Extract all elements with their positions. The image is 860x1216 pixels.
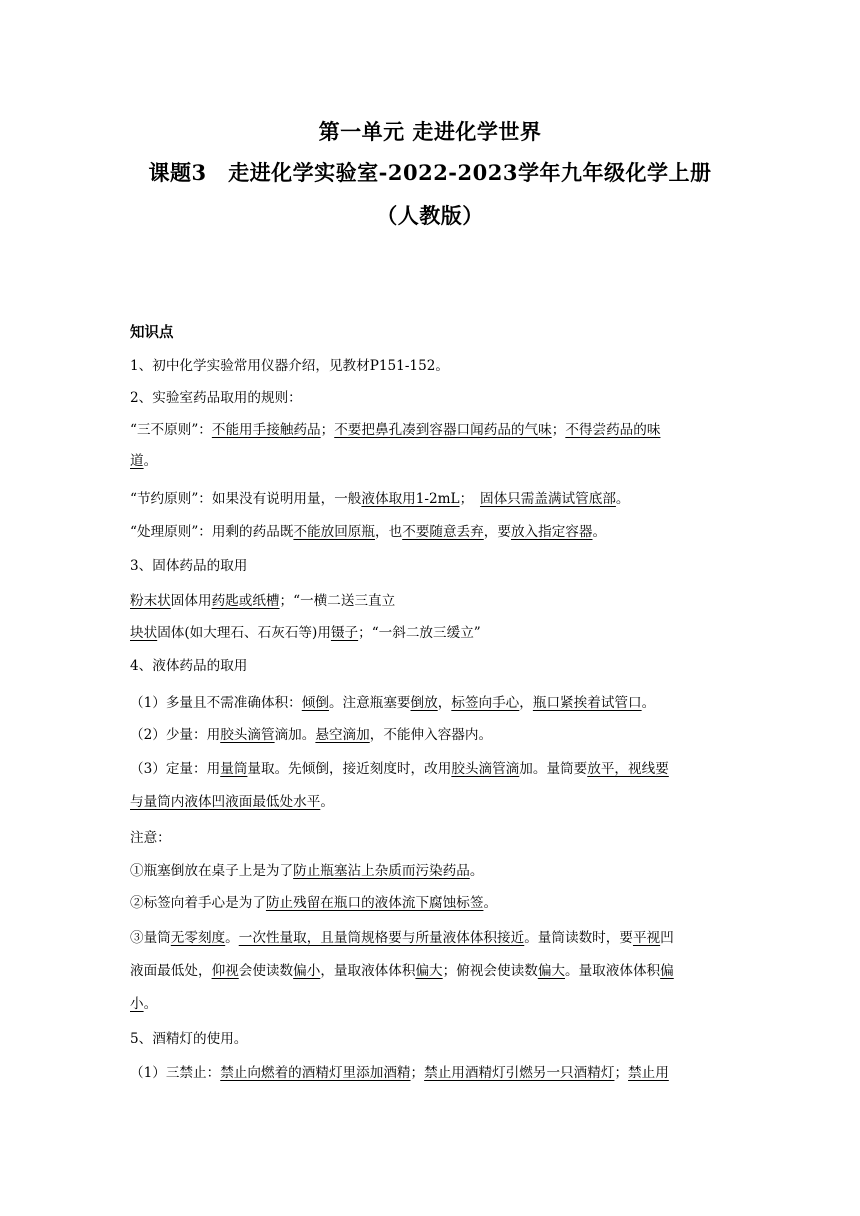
text-segment: 液面最低处，: [130, 963, 212, 979]
text-line: [130, 1062, 669, 1084]
underlined-term: 偏大: [537, 963, 565, 979]
text-line: [130, 692, 655, 714]
text-segment: ，要: [483, 524, 511, 540]
underlined-term: 一次性量取，且量筒规格要与所量液体体积接近: [238, 930, 525, 946]
underlined-term: 禁止用: [628, 1065, 669, 1081]
text-segment: “处理原则”：用剩的药品既: [130, 524, 294, 540]
text-segment: （3）定量：用: [130, 761, 221, 777]
text-segment: （1）三禁止：: [130, 1065, 221, 1081]
text-segment: ；“一横二送三直立: [279, 593, 396, 609]
text-line: [130, 758, 669, 780]
underlined-term: 液体取用1-2mL: [361, 491, 460, 507]
text-segment: ，: [437, 695, 452, 711]
text-segment: 。: [143, 996, 158, 1012]
underlined-term: 倒放: [410, 695, 438, 711]
underlined-term: 小: [130, 996, 144, 1012]
underlined-term: 放平，视线要: [587, 761, 669, 777]
text-segment: ；: [459, 491, 480, 507]
underlined-term: 防止残留在瓶口的液体流下腐蚀标签: [265, 895, 484, 911]
text-line: [130, 960, 674, 982]
underlined-term: 悬空滴加: [315, 727, 370, 743]
text-segment: 。量取液体体积: [565, 963, 661, 979]
text-segment: ；: [551, 422, 566, 438]
text-segment: 。: [225, 930, 239, 946]
underlined-term: 不得尝药品的味: [565, 422, 661, 438]
text-segment: 3、固体药品的取用: [130, 558, 248, 574]
text-segment: （2）少量：用: [130, 727, 221, 743]
underlined-term: 偏小: [293, 963, 321, 979]
text-segment: 。: [615, 491, 630, 507]
underlined-term: 平视: [632, 930, 661, 946]
text-line: [130, 993, 157, 1015]
underlined-term: 禁止向燃着的酒精灯里添加酒精: [220, 1065, 411, 1081]
text-line: [130, 419, 660, 441]
text-segment: ①瓶塞倒放在桌子上是为了: [130, 863, 294, 879]
text-segment: 。量筒读数时，要: [524, 930, 633, 946]
underlined-term: 倾倒: [301, 695, 329, 711]
text-segment: ；: [614, 1065, 629, 1081]
text-segment: ；俯视会使读数: [442, 963, 538, 979]
text-segment: ；“一斜二放三缓立”: [358, 625, 481, 641]
text-segment: ，量取液体体积: [320, 963, 416, 979]
text-segment: 。: [592, 524, 607, 540]
underlined-term: 块状: [130, 625, 158, 641]
text-segment: 。: [320, 794, 334, 810]
text-segment: 1、初中化学实验常用仪器介绍，见教材P151-152。: [130, 358, 449, 374]
underlined-term: 量筒: [220, 761, 248, 777]
section-heading: 知识点: [130, 324, 174, 341]
text-segment: 。: [143, 453, 158, 469]
underlined-term: 标签向手心: [451, 695, 520, 711]
text-segment: ②标签向着手心是为了: [130, 895, 266, 911]
text-segment: 固体(如大理石、石灰石等)用: [157, 625, 331, 641]
text-line: [130, 450, 157, 472]
text-line: [130, 555, 247, 577]
text-segment: 量取。先倾倒，接近刻度时，改用: [247, 761, 452, 777]
text-line: [130, 1028, 247, 1050]
text-segment: “节约原则”：如果没有说明用量，一般: [130, 491, 362, 507]
underlined-term: 道: [130, 453, 144, 469]
text-line: [130, 355, 449, 377]
underlined-term: 偏: [660, 963, 674, 979]
text-segment: 加。量筒要: [519, 761, 588, 777]
text-segment: 会使读数: [238, 963, 294, 979]
text-segment: ③量筒: [130, 930, 171, 946]
underlined-term: 瓶口紧挨着试管口: [532, 695, 642, 711]
underlined-term: 无零刻度: [170, 930, 226, 946]
underlined-term: 镊子: [330, 625, 359, 641]
underlined-term: 固体只需盖满试管底部: [479, 491, 616, 507]
text-segment: 4、液体药品的取用: [130, 658, 248, 674]
underlined-term: 不要把鼻孔凑到容器口闻药品的气味: [334, 422, 552, 438]
text-segment: 。注意瓶塞要: [328, 695, 411, 711]
text-line: [130, 521, 606, 543]
underlined-term: 不能放回原瓶: [293, 524, 375, 540]
text-segment: 滴加。: [274, 727, 316, 743]
text-segment: 凹: [660, 930, 674, 946]
text-segment: “三不原则”：: [130, 422, 212, 438]
text-line: [130, 590, 395, 612]
text-segment: 。: [483, 895, 498, 911]
underlined-term: 放入指定容器: [510, 524, 593, 540]
underlined-term: 胶头滴管: [220, 727, 275, 743]
underlined-term: 与量筒内液体凹液面最低处水平: [130, 794, 321, 810]
text-line: [130, 488, 630, 510]
text-line: [130, 387, 302, 409]
text-line: [130, 791, 334, 813]
underlined-term: 仰视: [211, 963, 239, 979]
underlined-term: 偏大: [415, 963, 443, 979]
text-line: [130, 655, 247, 677]
text-line: [130, 892, 497, 914]
underlined-term: 药匙或纸槽: [211, 593, 280, 609]
unit-title: 第一单元 走进化学世界: [318, 119, 542, 144]
underlined-term: 防止瓶塞沾上杂质而污染药品: [293, 863, 470, 879]
underlined-term: 不能用手接触药品: [211, 422, 321, 438]
text-segment: 注意：: [130, 830, 171, 846]
edition-subtitle: （人教版）: [376, 203, 484, 228]
text-segment: ，: [519, 695, 533, 711]
lesson-title: 课题3 走进化学实验室-2022-2023学年九年级化学上册: [148, 160, 712, 185]
text-segment: 固体用: [170, 593, 212, 609]
text-segment: ，也: [375, 524, 403, 540]
text-line: [130, 860, 483, 882]
text-segment: 。: [469, 863, 484, 879]
text-segment: ，不能伸入容器内。: [369, 727, 493, 743]
text-segment: 5、酒精灯的使用。: [130, 1031, 248, 1047]
text-segment: 。: [641, 695, 656, 711]
underlined-term: 禁止用酒精灯引燃另一只酒精灯: [424, 1065, 615, 1081]
text-line: [130, 622, 481, 644]
underlined-term: 粉末状: [130, 593, 171, 609]
text-segment: ；: [410, 1065, 425, 1081]
text-segment: （1）多量且不需准确体积：: [130, 695, 302, 711]
text-line: [130, 927, 674, 949]
text-line: [130, 827, 171, 849]
text-line: [130, 724, 492, 746]
underlined-term: 不要随意丢弃: [402, 524, 484, 540]
underlined-term: 胶头滴管滴: [451, 761, 520, 777]
text-segment: 2、实验室药品取用的规则：: [130, 390, 302, 406]
text-segment: ；: [320, 422, 335, 438]
